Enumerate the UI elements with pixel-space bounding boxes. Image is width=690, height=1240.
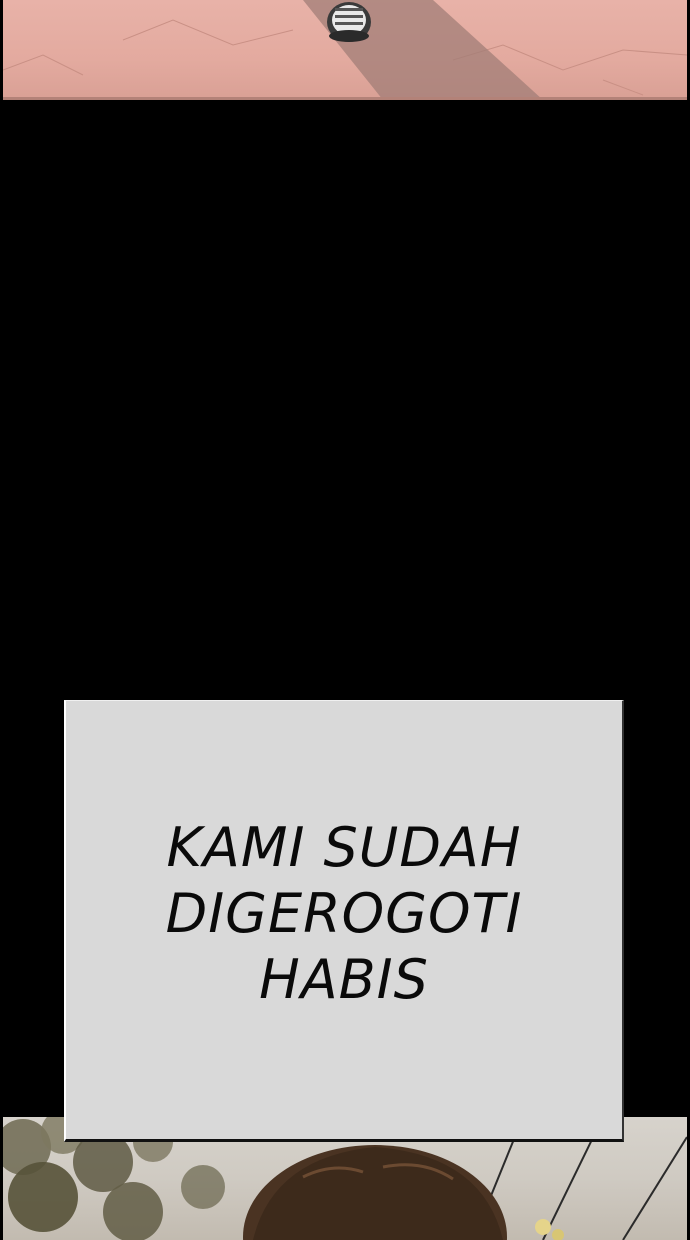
panel-edge — [3, 97, 687, 100]
sneaker-icon — [321, 0, 381, 50]
caption-line-3: HABIS — [259, 948, 429, 1011]
caption-box — [64, 700, 624, 1142]
caption-line-1: KAMI SUDAH — [166, 816, 522, 879]
caption-line-2: DIGEROGOTI — [165, 882, 523, 945]
caption-text — [166, 815, 523, 1013]
top-comic-panel — [3, 0, 687, 100]
